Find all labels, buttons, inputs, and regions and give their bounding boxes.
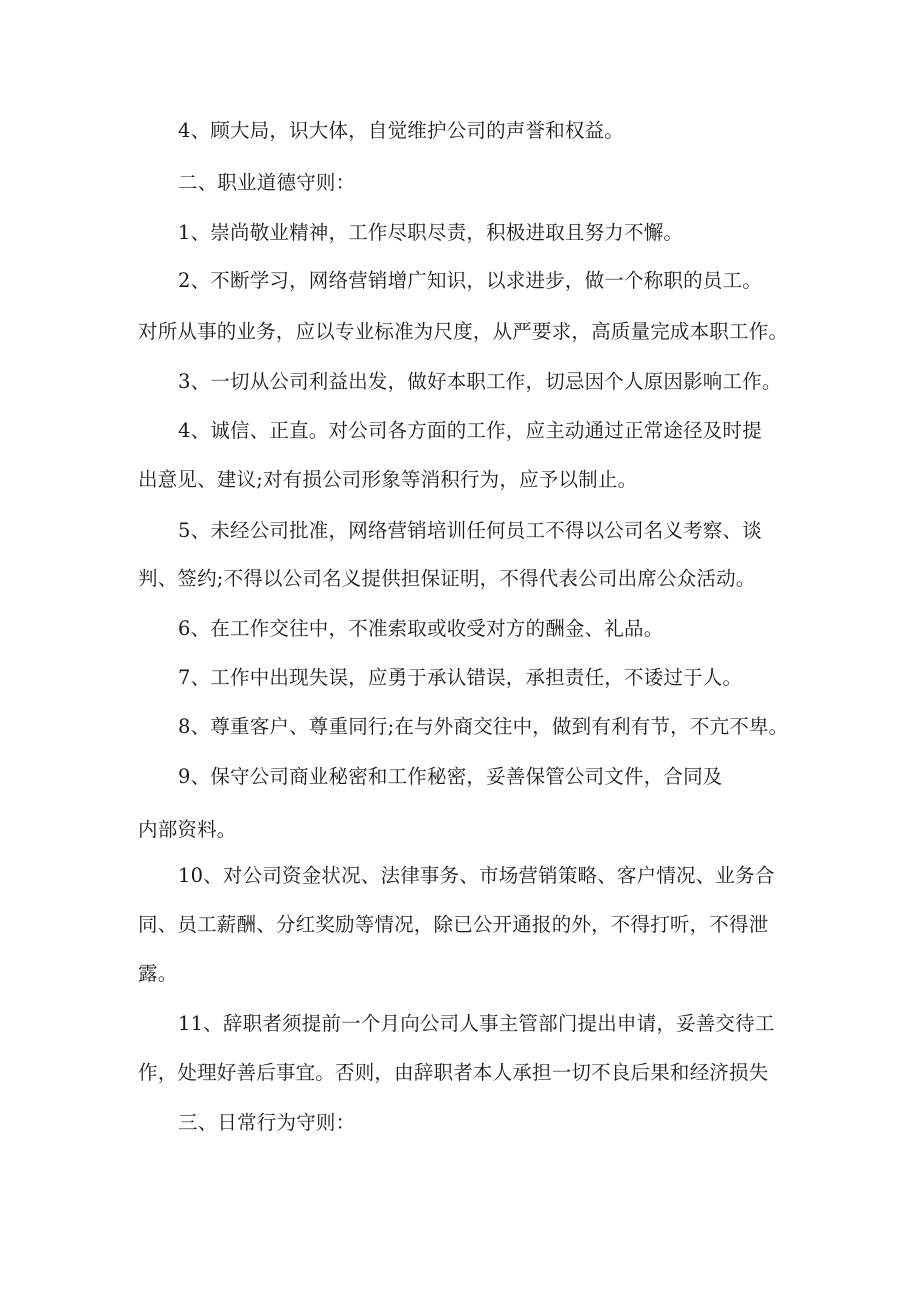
text-line: 4、顾大局，识大体，自觉维护公司的声誉和权益。 bbox=[178, 119, 625, 142]
text-line: 同、员工薪酬、分红奖励等情况，除已公开通报的外，不得打听，不得泄 bbox=[138, 913, 769, 936]
text-line: 作，处理好善后事宜。否则，由辞职者本人承担一切不良后果和经济损失 bbox=[138, 1061, 769, 1084]
text-line: 6、在工作交往中，不准索取或收受对方的酬金、礼品。 bbox=[178, 617, 664, 640]
text-line: 内部资料。 bbox=[138, 818, 237, 841]
text-line: 4、诚信、正直。对公司各方面的工作，应主动通过正常途径及时提 bbox=[178, 419, 762, 442]
text-line: 2、不断学习，网络营销增广知识，以求进步，做一个称职的员工。 bbox=[178, 269, 762, 292]
text-line: 判、签约;不得以公司名义提供担保证明，不得代表公司出席公众活动。 bbox=[138, 567, 756, 590]
text-line: 露。 bbox=[138, 962, 178, 985]
section-heading: 二、职业道德守则： bbox=[178, 171, 356, 194]
text-line: 对所从事的业务，应以专业标准为尺度，从严要求，高质量完成本职工作。 bbox=[138, 320, 789, 343]
text-line: 5、未经公司批准，网络营销培训任何员工不得以公司名义考察、谈 bbox=[178, 519, 762, 542]
text-line: 11、辞职者须提前一个月向公司人事主管部门提出申请，妥善交待工 bbox=[178, 1012, 775, 1035]
text-line: 1、崇尚敬业精神，工作尽职尽责，积极进取且努力不懈。 bbox=[178, 221, 684, 244]
text-line: 7、工作中出现失误，应勇于承认错误，承担责任，不诿过于人。 bbox=[178, 666, 743, 689]
text-line: 10、对公司资金状况、法律事务、市场营销策略、客户情况、业务合 bbox=[178, 864, 775, 887]
text-line: 8、尊重客户、尊重同行;在与外商交往中，做到有利有节，不亢不卑。 bbox=[178, 715, 789, 738]
text-line: 出意见、建议;对有损公司形象等消积行为，应予以制止。 bbox=[138, 468, 638, 491]
text-line: 9、保守公司商业秘密和工作秘密，妥善保管公司文件，合同及 bbox=[178, 765, 723, 788]
text-line: 3、一切从公司利益出发，做好本职工作，切忌因个人原因影响工作。 bbox=[178, 370, 782, 393]
section-heading: 三、日常行为守则： bbox=[178, 1111, 356, 1134]
